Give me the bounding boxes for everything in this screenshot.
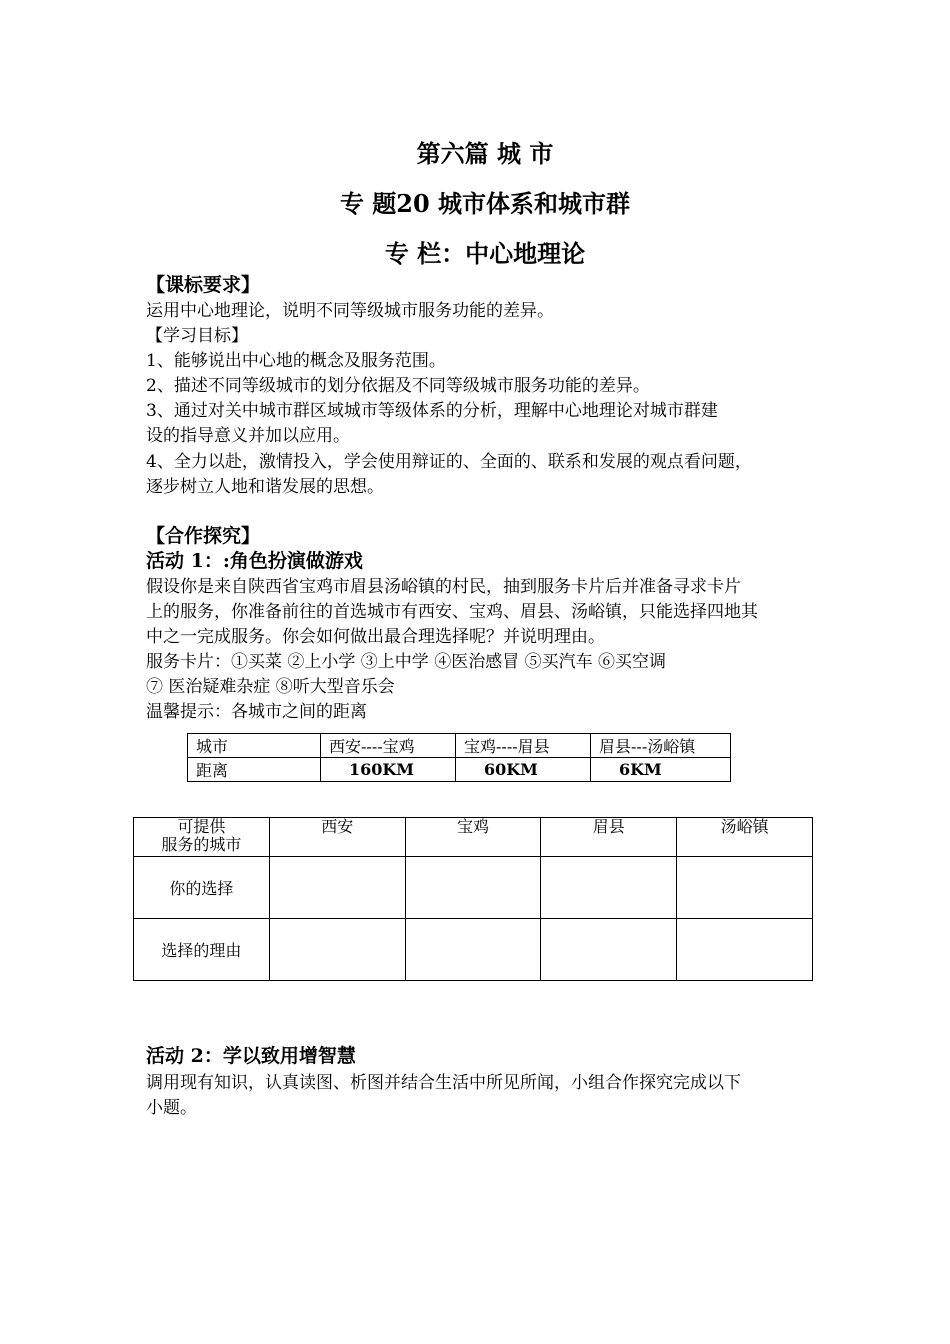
service-cards: ⑦ 医治疑难杂症 ⑧听大型音乐会 bbox=[146, 677, 395, 697]
cooperation-heading: 【合作探究】 bbox=[146, 525, 261, 547]
objective-item: 逐步树立人地和谐发展的思想。 bbox=[146, 477, 384, 497]
activity2-title: 活动 2：学以致用增智慧 bbox=[146, 1045, 356, 1067]
table-cell: 160KM bbox=[321, 758, 456, 782]
table-cell: 60KM bbox=[456, 758, 591, 782]
objective-item: 1、能够说出中心地的概念及服务范围。 bbox=[146, 351, 446, 371]
activity1-text: 假设你是来自陕西省宝鸡市眉县汤峪镇的村民，抽到服务卡片后并准备寻求卡片 bbox=[146, 577, 741, 597]
row-label: 你的选择 bbox=[134, 857, 270, 919]
table-cell: 宝鸡----眉县 bbox=[456, 734, 591, 758]
topic-title: 专 题20 城市体系和城市群 bbox=[339, 189, 631, 218]
activity2-text: 小题。 bbox=[146, 1098, 197, 1118]
activity1-title: 活动 1：:角色扮演做游戏 bbox=[146, 550, 363, 572]
answer-cell[interactable] bbox=[541, 919, 677, 981]
answer-cell[interactable] bbox=[405, 857, 541, 919]
objective-item: 4、全力以赴，激情投入，学会使用辩证的、全面的、联系和发展的观点看问题， bbox=[146, 452, 752, 472]
service-cards: 服务卡片：①买菜 ②上小学 ③上中学 ④医治感冒 ⑤买汽车 ⑥买空调 bbox=[146, 652, 667, 672]
row-label: 选择的理由 bbox=[134, 919, 270, 981]
column-title: 专 栏：中心地理论 bbox=[384, 239, 586, 268]
table-row bbox=[188, 734, 731, 758]
table-header-cell: 宝鸡 bbox=[405, 818, 541, 857]
table-row bbox=[188, 758, 731, 782]
answer-cell[interactable] bbox=[269, 919, 405, 981]
answer-cell[interactable] bbox=[269, 857, 405, 919]
table-row bbox=[134, 818, 813, 857]
activity1-text: 上的服务，你准备前往的首选城市有西安、宝鸡、眉县、汤峪镇，只能选择四地其 bbox=[146, 602, 758, 622]
table-header-cell bbox=[134, 818, 270, 857]
distance-table bbox=[187, 733, 731, 782]
table-header-cell: 眉县 bbox=[541, 818, 677, 857]
curriculum-heading: 【课标要求】 bbox=[146, 274, 261, 296]
objective-item: 设的指导意义并加以应用。 bbox=[146, 426, 350, 446]
table-cell: 城市 bbox=[188, 734, 321, 758]
table-cell: 眉县---汤峪镇 bbox=[591, 734, 731, 758]
table-cell: 距离 bbox=[188, 758, 321, 782]
answer-cell[interactable] bbox=[677, 857, 813, 919]
table-header-cell: 西安 bbox=[269, 818, 405, 857]
activity1-text: 中之一完成服务。你会如何做出最合理选择呢？并说明理由。 bbox=[146, 627, 605, 647]
table-row bbox=[134, 919, 813, 981]
part-title: 第六篇 城 市 bbox=[416, 139, 554, 168]
choice-table bbox=[133, 817, 813, 981]
distance-hint: 温馨提示：各城市之间的距离 bbox=[146, 702, 367, 722]
activity2-text: 调用现有知识，认真读图、析图并结合生活中所见所闻，小组合作探究完成以下 bbox=[146, 1073, 741, 1093]
answer-cell[interactable] bbox=[405, 919, 541, 981]
objective-item: 2、描述不同等级城市的划分依据及不同等级城市服务功能的差异。 bbox=[146, 376, 650, 396]
header-line: 可提供 bbox=[177, 817, 226, 836]
objectives-heading: 【学习目标】 bbox=[146, 326, 248, 346]
curriculum-text: 运用中心地理论，说明不同等级城市服务功能的差异。 bbox=[146, 301, 554, 321]
table-cell: 西安----宝鸡 bbox=[321, 734, 456, 758]
table-cell: 6KM bbox=[591, 758, 731, 782]
objective-item: 3、通过对关中城市群区域城市等级体系的分析，理解中心地理论对城市群建 bbox=[146, 401, 718, 421]
answer-cell[interactable] bbox=[541, 857, 677, 919]
header-line: 服务的城市 bbox=[161, 835, 242, 854]
table-header-cell: 汤峪镇 bbox=[677, 818, 813, 857]
answer-cell[interactable] bbox=[677, 919, 813, 981]
table-row bbox=[134, 857, 813, 919]
